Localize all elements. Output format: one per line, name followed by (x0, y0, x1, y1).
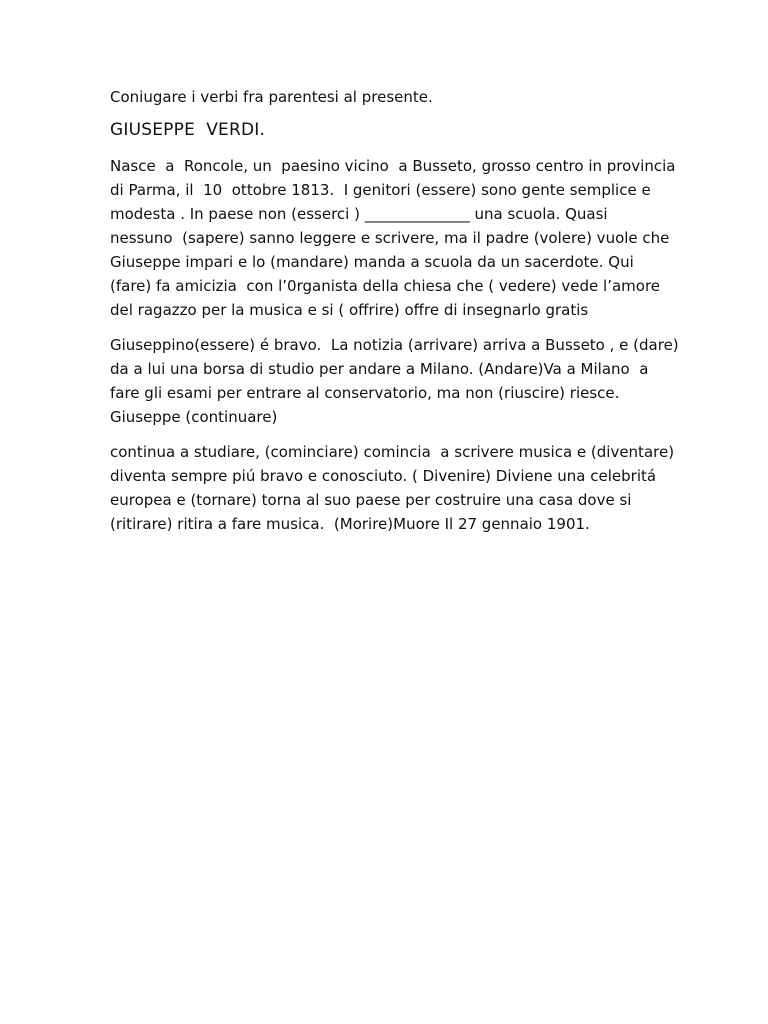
document-title: GIUSEPPE VERDI. (110, 120, 266, 140)
text-line: continua a studiare, (cominciare) comincia a scrivere musica e (diventare) (110, 443, 675, 461)
text-line: modesta . In paese non (esserci ) ______________ una scuola. Quasi (110, 205, 608, 223)
text-line: Giuseppino(essere) é bravo. La notizia (arrivare) arriva a Busseto , e (dare) (110, 336, 679, 354)
text-line: Giuseppe (continuare) (110, 408, 278, 426)
text-line: Nasce a Roncole, un paesino vicino a Busseto, grosso centro in provincia (110, 157, 676, 175)
text-line: Giuseppe impari e lo (mandare) manda a scuola da un sacerdote. Qui (110, 253, 634, 271)
text-line: (ritirare) ritira a fare musica. (Morire)Muore Il 27 gennaio 1901. (110, 515, 590, 533)
text-line: di Parma, il 10 ottobre 1813. I genitori (essere) sono gente semplice e (110, 181, 651, 199)
paragraph-3 (110, 440, 675, 536)
text-line: fare gli esami per entrare al conservatorio, ma non (riuscire) riesce. (110, 384, 620, 402)
text-line: (fare) fa amicizia con l’0rganista della chiesa che ( vedere) vede l’amore (110, 277, 661, 295)
paragraph-2 (110, 333, 679, 429)
document-page (110, 86, 679, 547)
paragraph-1 (110, 154, 676, 322)
text-line: diventa sempre piú bravo e conosciuto. ( Divenire) Diviene una celebritá (110, 467, 657, 485)
text-line: del ragazzo per la musica e si ( offrire) offre di insegnarlo gratis (110, 301, 589, 319)
text-line: nessuno (sapere) sanno leggere e scrivere, ma il padre (volere) vuole che (110, 229, 670, 247)
text-line: da a lui una borsa di studio per andare a Milano. (Andare)Va a Milano a (110, 360, 649, 378)
exercise-instruction: Coniugare i verbi fra parentesi al presente. (110, 88, 433, 106)
text-line: europea e (tornare) torna al suo paese per costruire una casa dove si (110, 491, 632, 509)
